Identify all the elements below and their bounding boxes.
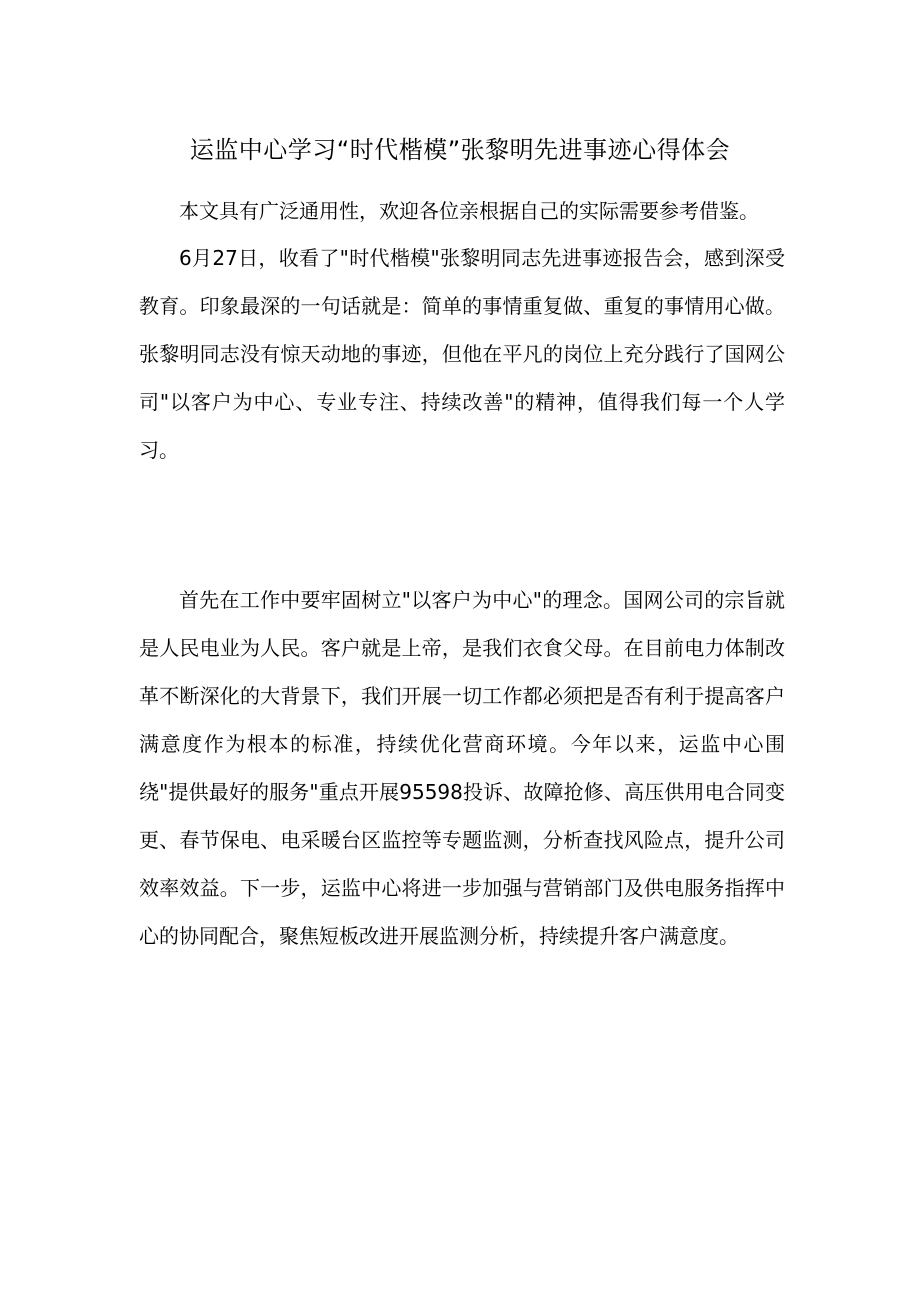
document-title: 运监中心学习“时代楷模”张黎明先进事迹心得体会	[189, 136, 731, 164]
body-paragraph-1: 6月27日，收看了"时代楷模"张黎明同志先进事迹报告会，感到深受教育。印象最深的一句话就是：简单的事情重复做、重复的事情用心做。张黎明同志没有惊天动地的事迹，但他在平凡的岗位上充分践行了国网公司"以客户为中心、专业专注、持续改善"的精神，值得我们每一个人学习。	[139, 246, 785, 462]
intro-paragraph: 本文具有广泛通用性，欢迎各位亲根据自己的实际需要参考借鉴。	[179, 199, 759, 223]
body-paragraph-2: 首先在工作中要牢固树立"以客户为中心"的理念。国网公司的宗旨就是人民电业为人民。客户就是上帝，是我们衣食父母。在目前电力体制改革不断深化的大背景下，我们开展一切工作都必须把是否有利于提高客户满意度作为根本的标准，持续优化营商环境。今年以来，运监中心围绕"提供最好的服务"重点开展95598投诉、故障抢修、高压供用电合同变更、春节保电、电采暖台区监控等专题监测，分析查找风险点，提升公司效率效益。下一步，运监中心将进一步加强与营销部门及供电服务指挥中心的协同配合，聚焦短板改进开展监测分析，持续提升客户满意度。	[139, 588, 785, 948]
